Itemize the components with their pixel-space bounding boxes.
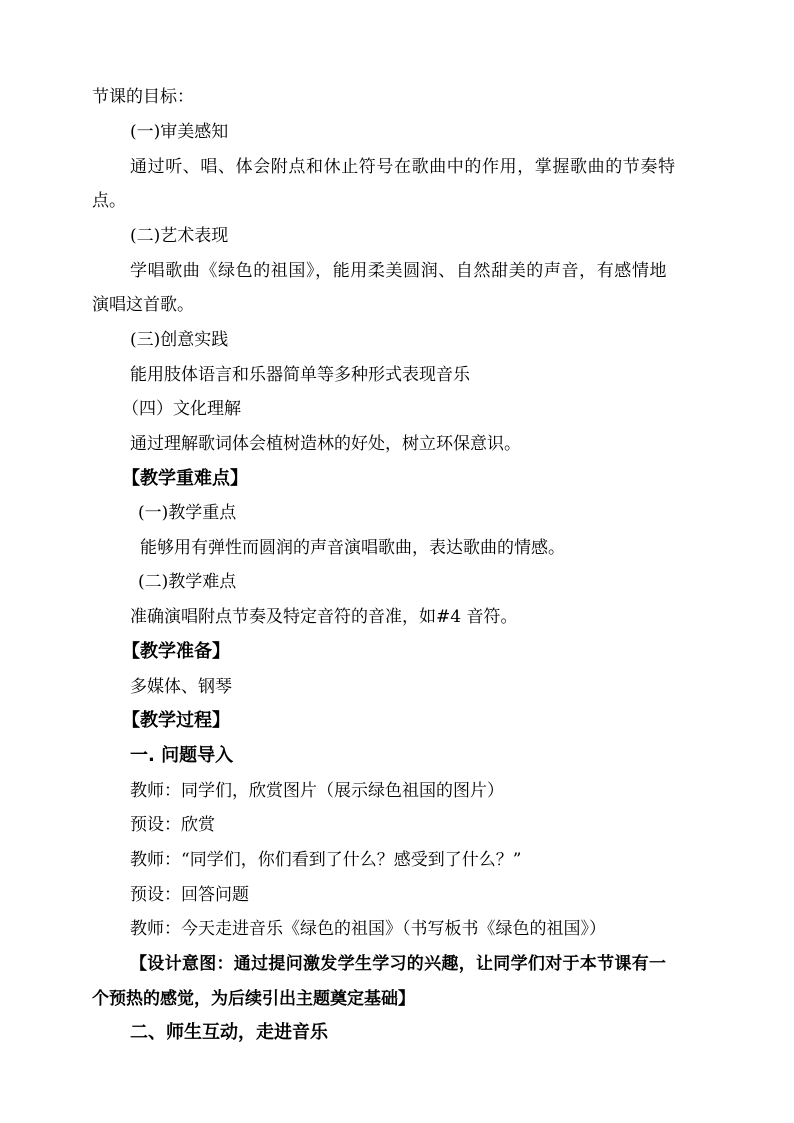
section-heading-preparation: 【教学准备】: [122, 641, 230, 662]
subheading-culture: （四）文化理解: [122, 399, 241, 419]
paragraph-text: 准确演唱附点节奏及特定音符的音准，如#4 音符。: [130, 607, 518, 627]
design-intent-text: 【设计意图：通过提问激发学生学习的兴趣，让同学们对于本节课有一: [130, 954, 667, 974]
paragraph-text: 学唱歌曲《绿色的祖国》，能用柔美圆润、自然甜美的声音，有感情地: [130, 261, 668, 281]
paragraph-text: 能够用有弹性而圆润的声音演唱歌曲，表达歌曲的情感。: [140, 538, 565, 558]
paragraph-text: 多媒体、钢琴: [130, 677, 232, 697]
paragraph-text: 点。: [92, 191, 126, 211]
subheading-aesthetic: (一)审美感知: [130, 122, 229, 142]
section-heading-introduction: 一. 问题导入: [130, 745, 234, 766]
section-heading-process: 【教学过程】: [122, 710, 230, 731]
subheading-teaching-focus: (一)教学重点: [138, 503, 237, 523]
paragraph-text: 节课的目标：: [92, 87, 194, 107]
subheading-art-expression: (二)艺术表现: [130, 226, 229, 246]
paragraph-text: 预设：欣赏: [130, 815, 215, 835]
paragraph-text: 能用肢体语言和乐器简单等多种形式表现音乐: [130, 365, 470, 385]
paragraph-text: 通过听、唱、体会附点和休止符号在歌曲中的作用，掌握歌曲的节奏特: [130, 157, 676, 177]
paragraph-text: 通过理解歌词体会植树造林的好处，树立环保意识。: [130, 434, 521, 454]
subheading-teaching-difficulty: (二)教学难点: [138, 572, 237, 592]
paragraph-text: 演唱这首歌。: [92, 295, 194, 315]
paragraph-text: 教师：“同学们，你们看到了什么？感受到了什么？”: [130, 850, 522, 870]
subheading-creative-practice: (三)创意实践: [130, 330, 229, 350]
paragraph-text: 教师：今天走进音乐《绿色的祖国》（书写板书《绿色的祖国》）: [130, 919, 606, 939]
design-intent-text: 个预热的感觉，为后续引出主题奠定基础】: [92, 989, 415, 1009]
section-heading-interaction: 二、师生互动，走进音乐: [130, 1022, 328, 1043]
paragraph-text: 预设：回答问题: [130, 885, 249, 905]
paragraph-text: 教师：同学们，欣赏图片（展示绿色祖国的图片）: [130, 781, 504, 801]
section-heading-key-points: 【教学重难点】: [122, 468, 248, 489]
